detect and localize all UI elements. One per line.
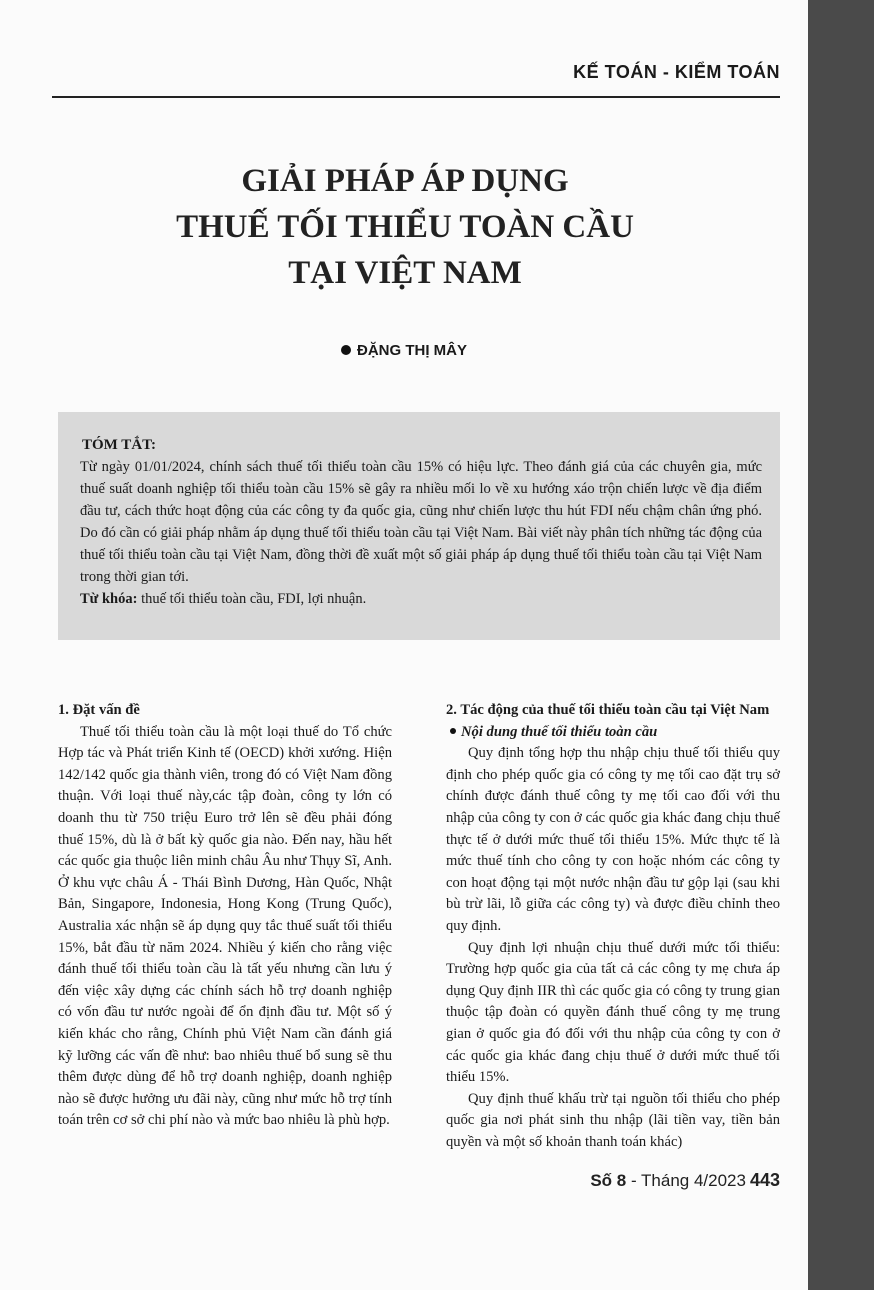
bullet-icon — [450, 728, 456, 734]
title-line-3: TẠI VIỆT NAM — [288, 255, 522, 291]
keywords-label: Từ khóa: — [80, 591, 138, 607]
right-paragraph: Quy định tổng hợp thu nhập chịu thuế tối thiểu quy định cho phép quốc gia có công ty mẹ tối cao đặt trụ sở chính được đánh thuế công ty mẹ tối cao đối với thu nhập của công ty con ở các quốc gia khác đang chịu thuế thực tế ở dưới mức thuế tối thiểu 15%. Mức thực tế là mức thuế tính cho công ty con hoặc nhóm các công ty con hoạt động tại một nước nhận đầu tư gộp lại (sau khi bù trừ lãi, lỗ giữa các công ty) và được điều chỉnh theo quy định. — [446, 745, 780, 934]
abstract-heading: TÓM TẮT: — [82, 437, 157, 453]
header-rule — [52, 96, 780, 98]
author-line — [0, 342, 808, 359]
section-1-heading: 1. Đặt vấn đề — [58, 702, 140, 718]
left-paragraph: Thuế tối thiểu toàn cầu là một loại thuế do Tổ chức Hợp tác và Phát triển Kinh tế (OECD) khởi xướng. Hiện 142/142 quốc gia thành viên, trong đó có Việt Nam đồng thuận. Với loại thuế này,các tập đoàn, công ty lớn có doanh thu từ 750 triệu Euro trở lên sẽ đều phải đóng thuế 15%, dù là ở bất kỳ quốc gia nào. Đến nay, hầu hết các quốc gia thuộc liên minh châu Âu như Thụy Sĩ, Anh. Ở khu vực châu Á - Thái Bình Dương, Hàn Quốc, Nhật Bản, Singapore, Indonesia, Hong Kong (Trung Quốc), Australia xác nhận sẽ áp dụng quy tắc thuế suất tối thiểu 15%, bắt đầu từ năm 2024. Nhiều ý kiến cho rằng việc đánh thuế tối thiểu toàn cầu là tất yếu nhưng cần lưu ý đến việc xây dựng các chính sách hỗ trợ doanh nghiệp có vốn đầu tư nước ngoài để ổn định đầu tư. Một số ý kiến khác cho rằng, Chính phủ Việt Nam cần đánh giá kỹ lưỡng các vấn đề như: bao nhiêu thuế bổ sung sẽ thu thêm được dùng để hỗ trợ doanh nghiệp, doanh nghiệp nào sẽ được hưởng ưu đãi này, cũng như mức hỗ trợ tính toán trên cơ sở chi phí nào và mức bao nhiêu là phù hợp. — [58, 723, 392, 1129]
abstract-body: Từ ngày 01/01/2024, chính sách thuế tối thiểu toàn cầu 15% có hiệu lực. Theo đánh giá của các chuyên gia, mức thuế suất doanh nghiệp tối thiểu toàn cầu 15% sẽ gây ra nhiều mối lo về xu hướng xáo trộn chiến lược về địa điểm đầu tư, cách thức hoạt động của các công ty đa quốc gia, cũng như chiến lược thu hút FDI nếu chậm chân ứng phó. Do đó cần có giải pháp nhằm áp dụng thuế tối thiểu toàn cầu tại Việt Nam. Bài viết này phân tích những tác động của thuế tối thiểu toàn cầu tại Việt Nam, đồng thời đề xuất một số giải pháp áp dụng thuế tối thiểu toàn cầu tại Việt Nam trong thời gian tới. — [80, 459, 762, 585]
left-column — [58, 700, 392, 1132]
right-paragraph: Quy định lợi nhuận chịu thuế dưới mức tối thiểu: Trường hợp quốc gia của tất cả các công ty mẹ chưa áp dụng Quy định IIR thì các quốc gia có công ty trung gian thuộc tập đoàn có quyền đánh thuế công ty mẹ trung gian ở quốc gia đó đối với thu nhập của công ty con ở các quốc gia khác đang chịu thuế ở dưới mức thuế tối thiểu 15%. — [446, 939, 780, 1086]
issue-date: Tháng 4/2023 — [641, 1171, 746, 1190]
article-title — [40, 158, 770, 296]
footer-separator: - — [626, 1171, 642, 1190]
issue-number: Số 8 — [590, 1171, 627, 1190]
bullet-icon — [341, 345, 351, 355]
section-2-heading: 2. Tác động của thuế tối thiểu toàn cầu tại Việt Nam — [446, 702, 770, 718]
keywords-text: thuế tối thiểu toàn cầu, FDI, lợi nhuận. — [141, 591, 367, 607]
subsection-title: Nội dung thuế tối thiểu toàn cầu — [461, 723, 658, 740]
right-column — [446, 700, 780, 1153]
title-line-1: GIẢI PHÁP ÁP DỤNG — [241, 163, 569, 199]
right-paragraph: Quy định thuế khấu trừ tại nguồn tối thiểu cho phép quốc gia nơi phát sinh thu nhập (lãi tiền vay, tiền bản quyền và một số khoản thanh toán khác) — [446, 1090, 780, 1150]
abstract-box — [58, 412, 780, 640]
page-footer — [590, 1170, 780, 1191]
section-label: KẾ TOÁN - KIỂM TOÁN — [573, 62, 780, 82]
subsection-heading — [446, 722, 780, 744]
title-line-2: THUẾ TỐI THIỂU TOÀN CẦU — [176, 209, 634, 245]
page-number: 443 — [749, 1170, 780, 1190]
keywords-line — [80, 588, 762, 610]
page-edge-bar — [808, 0, 874, 1290]
author-name: ĐẶNG THỊ MÂY — [357, 342, 467, 359]
